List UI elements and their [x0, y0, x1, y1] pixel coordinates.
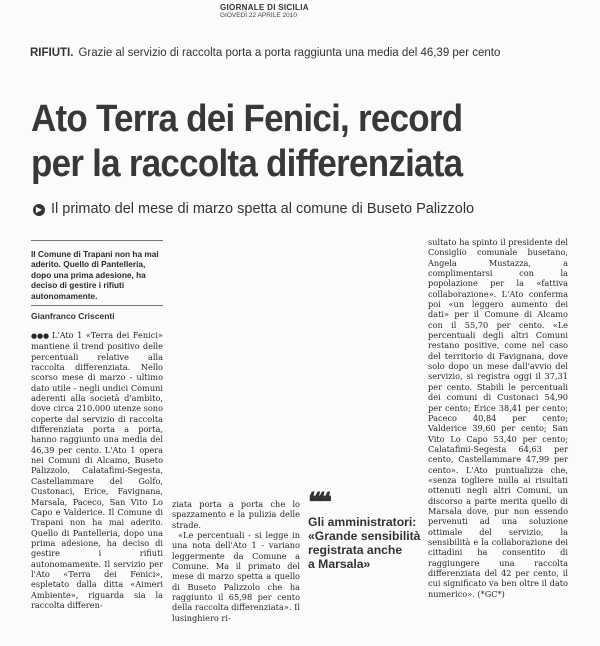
- column-3-text: sultato ha spinto il presidente del Consiglio comunale busetano, Angela Mustazza, a complimentarsi con la popolazione per la «fattiva collaborazione». L'Ato conferma poi «un leggero aumento dei dati» per il Comune di Alcamo con il 55,70 per cento. «Le percentuali degli altri Comuni restano positive, come nel caso del territorio di Favignana, dove solo dopo un mese dall'avvio del servizio, si registra oggi il 37,31 per cento. Stabili le percentuali dei comuni di Custonaci 54,90 per cento; Erice 38,41 per cento; Paceco 40,84 per cento; Valderice 39,60 per cento; San Vito Lo Capo 53,40 per cento; Calatafimi-Segesta 64,63 per cento, Castellammare 47,99 per cento». L'Ato puntualizza che, «senza togliere nulla ai risultati ottenuti negli altri Comuni, un discorso a parte merita quello di Marsala dove, pur non essendo pervenuti ad una soluzione ottimale del servizio, la sensibilità e la collaborazione dei cittadini ha consentito di raggiungere una raccolta differenziata del 42 per cento, il cui significato va ben oltre il dato numerico». (*GC*): [428, 237, 568, 599]
- article-column-1: [31, 330, 163, 610]
- bullet-arrow-icon: ▶: [33, 204, 45, 216]
- pull-quote: [308, 487, 421, 571]
- kicker-text: Grazie al servizio di raccolta porta a porta raggiunta una media del 46,39 per cento: [78, 47, 501, 59]
- quote-mark-icon: ❝❝: [308, 487, 328, 517]
- column-2-paragraph-1: ziata porta a porta che lo spazzamento e la pulizia delle strade.: [172, 499, 300, 530]
- pull-quote-line-2: «Grande sensibilità: [308, 529, 421, 543]
- column-1-text: L'Ato 1 «Terra dei Fenici» mantiene il trend positivo delle percentuali relative alla raccolta differenziata. Nello scorso mese di marzo - ultimo dato utile - negli undici Comuni aderenti alla società d'ambito, dove circa 210.000 utenze sono coperte dal servizio di raccolta differenziata porta a porta, hanno raggiunto una media del 46,39 per cento. L'Ato 1 opera nei Comuni di Alcamo, Buseto Palizzolo, Calatafimi-Segesta, Castellammare del Golfo, Custonaci, Erice, Favignana, Marsala, Paceco, San Vito Lo Capo e Valderice. Il Comune di Trapani non ha mai aderito. Quello di Pantelleria, dopo una prima adesione, ha deciso di gestire i rifiuti autonomamente. Il servizio per l'Ato «Terra dei Fenici», espletato dalla ditta «Aimeri Ambiente», riguarda sia la raccolta differen-: [31, 330, 163, 610]
- subheadline: [33, 201, 593, 217]
- article-column-3: [428, 237, 568, 599]
- pull-quote-line-1: Gli amministratori:: [308, 515, 417, 529]
- kicker: [30, 47, 590, 59]
- article-column-2: [172, 499, 300, 623]
- headline-line-1: Ato Terra dei Fenici, record: [31, 98, 463, 140]
- headline-line-2: per la raccolta differenziata: [31, 143, 463, 185]
- pull-quote-line-3: registrata anche: [308, 543, 403, 557]
- pull-quote-line-4: a Marsala»: [308, 557, 371, 571]
- publication-date: GIOVEDÌ 22 APRILE 2010: [220, 12, 297, 19]
- masthead: [220, 4, 370, 20]
- summary-bottom-rule: [31, 305, 163, 306]
- subheadline-text: Il primato del mese di marzo spetta al comune di Buseto Palizzolo: [51, 201, 475, 217]
- pull-quote-text: [308, 515, 420, 571]
- summary-box: Il Comune di Trapani non ha mai aderito. Quello di Pantelleria, dopo una prima adesione, ha deciso di gestire i rifiuti autonomamente.: [31, 249, 159, 301]
- byline: Gianfranco Criscenti: [31, 311, 115, 321]
- kicker-label: RIFIUTI.: [30, 47, 74, 59]
- column-2-paragraph-2: «Le percentuali - si legge in una nota dell'Ato 1 - variano leggermente da Comune a Comune. Ma il primato del mese di marzo spetta a quello di Buseto Palizzolo che ha raggiunto il 65,98 per cento della raccolta differenziata». Il lusinghiero ri-: [172, 530, 300, 623]
- newspaper-name: GIORNALE DI SICILIA: [220, 3, 309, 12]
- dots-icon: ●●●: [31, 332, 49, 340]
- headline: [31, 97, 546, 187]
- summary-top-rule: [31, 240, 163, 241]
